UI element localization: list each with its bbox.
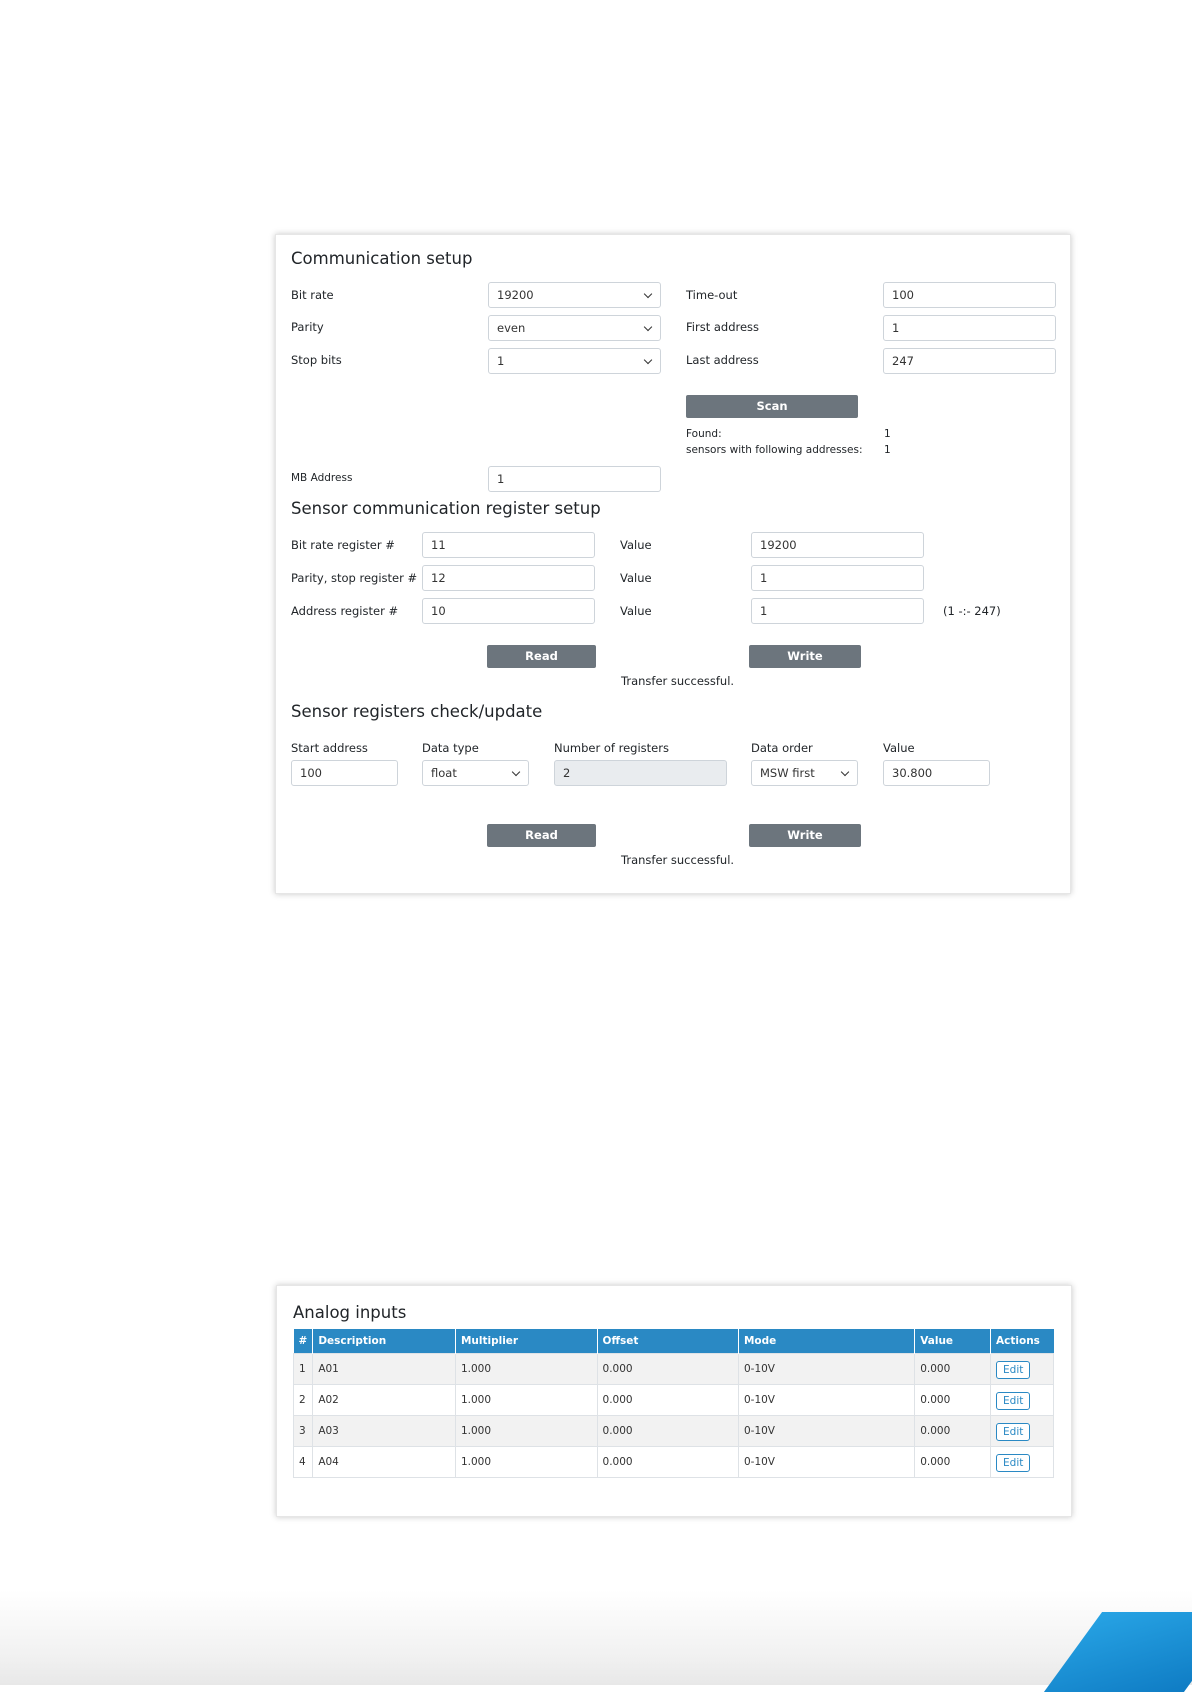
row-multiplier: 1.000 [455,1446,597,1477]
row-description: A02 [313,1384,456,1415]
mb-address-value: 1 [497,472,505,486]
row-description: A01 [313,1353,456,1384]
parity-stop-register-input[interactable] [422,565,595,591]
bit-rate-register-label: Bit rate register # [291,538,395,552]
bit-rate-register-value: 11 [431,538,446,552]
found-label: Found: [686,428,722,440]
parity-stop-register-label: Parity, stop register # [291,571,418,585]
edit-button[interactable]: Edit [996,1392,1030,1410]
analog-inputs-table [293,1329,1054,1478]
address-value-input[interactable] [751,598,924,624]
mb-address-input[interactable] [488,466,661,492]
col-value: Value [915,1329,991,1353]
row-number: 4 [294,1446,313,1477]
row-multiplier: 1.000 [455,1353,597,1384]
row-offset: 0.000 [597,1384,738,1415]
row-multiplier: 1.000 [455,1415,597,1446]
row-value: 0.000 [915,1353,991,1384]
parity-stop-register-value: 12 [431,571,446,585]
registers-check-title: Sensor registers check/update [291,702,543,721]
data-type-select[interactable] [422,760,529,786]
row-offset: 0.000 [597,1446,738,1477]
address-register-label: Address register # [291,604,399,618]
edit-button[interactable]: Edit [996,1423,1030,1441]
row-offset: 0.000 [597,1353,738,1384]
num-registers-input [554,760,727,786]
check-transfer-status: Transfer successful. [621,853,735,867]
row-value: 0.000 [915,1446,991,1477]
row-actions [991,1446,1054,1477]
col-description: Description [313,1329,456,1353]
parity-stop-value-label: Value [620,571,652,585]
bit-rate-register-input[interactable] [422,532,595,558]
col-actions: Actions [991,1329,1054,1353]
bit-rate-value-input[interactable] [751,532,924,558]
row-value: 0.000 [915,1415,991,1446]
address-value-label: Value [620,604,652,618]
table-header-row [294,1329,1054,1353]
check-value-text: 30.800 [892,766,933,780]
communication-setup-title: Communication setup [291,249,473,268]
table-row [294,1446,1054,1477]
edit-button[interactable]: Edit [996,1361,1030,1379]
last-address-input[interactable] [883,348,1056,374]
data-order-value: MSW first [760,766,815,780]
parity-select[interactable] [488,315,661,341]
data-type-value: float [431,766,457,780]
register-transfer-status: Transfer successful. [621,674,735,688]
timeout-value: 100 [892,288,914,302]
bit-rate-value-text: 19200 [760,538,797,552]
stop-bits-select[interactable] [488,348,661,374]
register-setup-title: Sensor communication register setup [291,499,601,518]
stop-bits-label: Stop bits [291,353,342,367]
check-write-button[interactable]: Write [749,824,861,847]
table-row [294,1384,1054,1415]
mb-address-label: MB Address [291,472,353,484]
sensors-label: sensors with following addresses: [686,444,863,456]
start-address-value: 100 [300,766,322,780]
first-address-value: 1 [892,321,900,335]
bit-rate-value: 19200 [497,288,534,302]
parity-stop-value-input[interactable] [751,565,924,591]
row-number: 2 [294,1384,313,1415]
row-number: 3 [294,1415,313,1446]
row-actions [991,1415,1054,1446]
address-register-input[interactable] [422,598,595,624]
first-address-input[interactable] [883,315,1056,341]
address-register-value: 10 [431,604,446,618]
col-number: # [294,1329,313,1353]
row-multiplier: 1.000 [455,1384,597,1415]
col-multiplier: Multiplier [455,1329,597,1353]
last-address-value: 247 [892,354,914,368]
col-mode: Mode [738,1329,914,1353]
num-registers-value: 2 [563,766,571,780]
start-address-label: Start address [291,741,368,755]
sensors-value: 1 [884,444,891,456]
start-address-input[interactable] [291,760,398,786]
bit-rate-value-label: Value [620,538,652,552]
parity-label: Parity [291,320,324,334]
timeout-label: Time-out [686,288,738,302]
stop-bits-value: 1 [497,354,505,368]
bit-rate-select[interactable] [488,282,661,308]
check-value-input[interactable] [883,760,990,786]
address-value-text: 1 [760,604,768,618]
row-mode: 0-10V [738,1353,914,1384]
row-description: A03 [313,1415,456,1446]
row-mode: 0-10V [738,1384,914,1415]
row-number: 1 [294,1353,313,1384]
parity-stop-value-text: 1 [760,571,768,585]
row-offset: 0.000 [597,1415,738,1446]
edit-button[interactable]: Edit [996,1454,1030,1472]
timeout-input[interactable] [883,282,1056,308]
data-type-label: Data type [422,741,479,755]
address-range-hint: (1 -:- 247) [943,604,1001,618]
row-mode: 0-10V [738,1415,914,1446]
footer-band [0,1590,1192,1685]
analog-inputs-title: Analog inputs [293,1303,407,1322]
found-value: 1 [884,428,891,440]
last-address-label: Last address [686,353,759,367]
register-write-button[interactable]: Write [749,645,861,668]
row-mode: 0-10V [738,1446,914,1477]
row-actions [991,1384,1054,1415]
bit-rate-label: Bit rate [291,288,334,302]
col-offset: Offset [597,1329,738,1353]
scan-button[interactable]: Scan [686,395,858,418]
row-description: A04 [313,1446,456,1477]
check-read-button[interactable]: Read [487,824,596,847]
data-order-label: Data order [751,741,813,755]
data-order-select[interactable] [751,760,858,786]
row-actions [991,1353,1054,1384]
check-value-label: Value [883,741,915,755]
row-value: 0.000 [915,1384,991,1415]
table-row [294,1415,1054,1446]
num-registers-label: Number of registers [554,741,669,755]
first-address-label: First address [686,320,760,334]
register-read-button[interactable]: Read [487,645,596,668]
parity-value: even [497,321,526,335]
table-row [294,1353,1054,1384]
